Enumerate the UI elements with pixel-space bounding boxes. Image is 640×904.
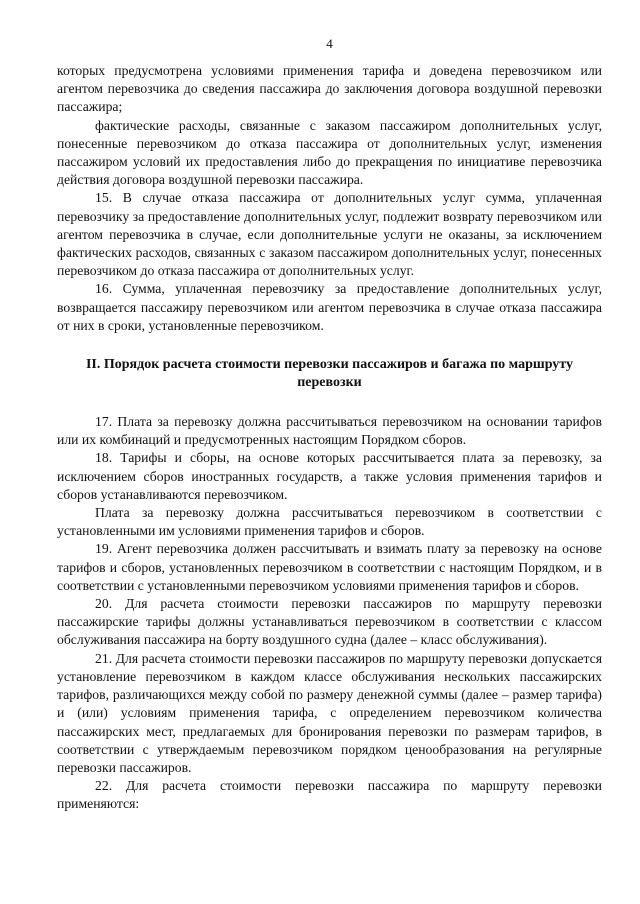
section-heading: II. Порядок расчета стоимости перевозки пассажиров и багажа по маршруту перевозки [85,357,574,391]
paragraph: 22. Для расчета стоимости перевозки пассажира по маршруту перевозки применяются: [57,778,602,812]
paragraph: 21. Для расчета стоимости перевозки пассажиров по маршруту перевозки допускается установление перевозчиком в каждом классе обслуживания нескольких пассажирских тарифов, различающихся между собой по размеру денежной суммы (далее – размер тарифа) и (или) условиям применения тарифа, с определением перевозчиком количества пассажирских мест, предлагаемых для бронирования перевозки по размерам тарифов, в соответствии с утверждаемым перевозчиком порядком ценообразования на регулярные перевозки пассажиров. [57,650,602,775]
paragraph: 18. Тарифы и сборы, на основе которых рассчитывается плата за перевозку, за исключением сборов иностранных государств, а также условия применения тарифов и сборов устанавливаются перевозчиком. [57,450,602,502]
page-number: 4 [326,36,333,51]
paragraph: 15. В случае отказа пассажира от дополнительных услуг сумма, уплаченная перевозчику за предоставление дополнительных услуг, подлежит возврату перевозчиком или агентом перевозчика в случае, если дополнительные услуги не оказаны, за исключением фактических расходов, связанных с заказом пассажиром дополнительных услуг, понесенных перевозчиком до отказа пассажира от дополнительных услуг. [57,190,602,279]
section-body-text [57,413,602,813]
paragraph: фактические расходы, связанные с заказом пассажиром дополнительных услуг, понесенные перевозчиком до отказа пассажира от дополнительных услуг, изменения пассажиром условий их предоставления либо до прекращения по инициативе перевозчика действия договора воздушной перевозки пассажира. [57,117,602,188]
paragraph: 16. Сумма, уплаченная перевозчику за предоставление дополнительных услуг, возвращается пассажиру перевозчиком или агентом перевозчика в случае отказа пассажира от них в сроки, установленные перевозчиком. [57,281,602,333]
paragraph: 19. Агент перевозчика должен рассчитывать и взимать плату за перевозку на основе тарифов и сборов, установленных перевозчиком в соответствии с настоящим Порядком, и в соответствии с установленными перевозчиком условиями применения тарифов и сборов. [57,541,602,593]
paragraph: Плата за перевозку должна рассчитываться перевозчиком в соответствии с установленными им условиями применения тарифов и сборов. [57,505,602,539]
paragraph: которых предусмотрена условиями применения тарифа и доведена перевозчиком или агентом перевозчика до сведения пассажира до заключения договора воздушной перевозки пассажира; [57,63,602,115]
paragraph: 20. Для расчета стоимости перевозки пассажиров по маршруту перевозки пассажирские тарифы должны устанавливаться перевозчиком в соответствии с классом обслуживания пассажира на борту воздушного судна (далее – класс обслуживания). [57,596,602,648]
section-top-text [57,62,602,335]
paragraph: 17. Плата за перевозку должна рассчитываться перевозчиком на основании тарифов или их комбинаций и предусмотренных настоящим Порядком сборов. [57,414,602,448]
